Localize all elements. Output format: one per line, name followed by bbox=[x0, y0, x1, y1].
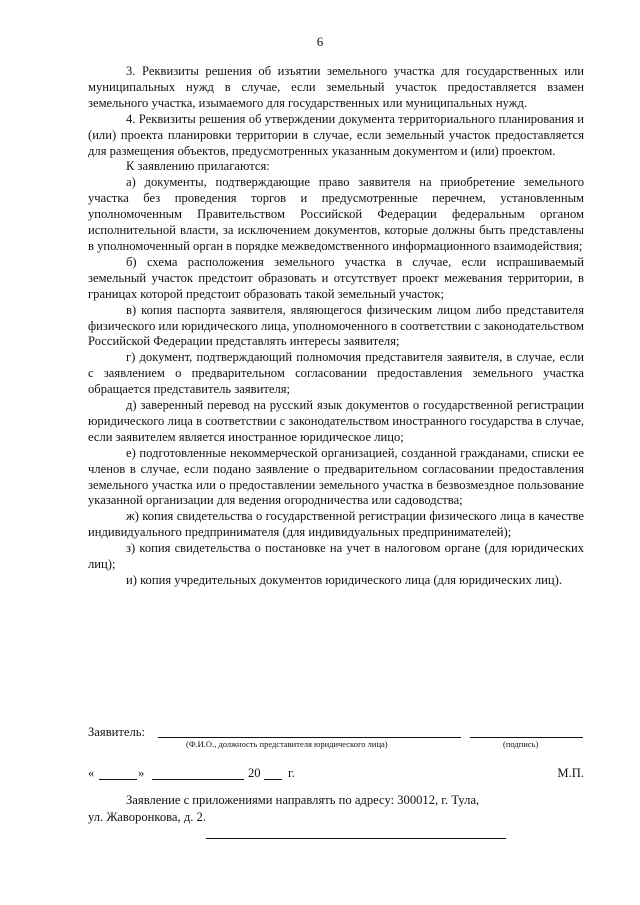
paragraph: е) подготовленные некоммерческой организацией, созданной гражданами, списки ее членов в случае, если подано заявление о предварительном согласовании предоставления земельного участка или о предоставлении земельного участка в безвозмездное пользование указанной организации для ведения огородничества или садоводства; bbox=[88, 445, 584, 508]
signature-caption: (подпись) bbox=[503, 739, 539, 749]
paragraph: б) схема расположения земельного участка в случае, если испрашиваемый земельный участок предстоит образовать и отсутствует проект межевания территории, в границах которой предстоит образовать такой земельный участок; bbox=[88, 254, 584, 301]
paragraph: а) документы, подтверждающие право заявителя на приобретение земельного участка без проведения торгов и предусмотренные перечнем, установленным уполномоченным Правительством Российской Федерации федеральным органом исполнительной власти, за исключением документов, которые должны быть представлены в уполномоченный орган в порядке межведомственного информационного взаимодействия; bbox=[88, 175, 584, 253]
document-body bbox=[88, 64, 584, 589]
paragraph: К заявлению прилагаются: bbox=[126, 159, 270, 174]
paragraph: д) заверенный перевод на русский язык документов о государственной регистрации юридического лица в соответствии с законодательством иностранного государства в случае, если заявителем является иностранное юридическое лицо; bbox=[88, 398, 584, 444]
paragraph: в) копия паспорта заявителя, являющегося физическим лицом либо представителя физического или юридического лица, уполномоченного в соответствии с законодательством Российской Федерации представлять интересы заявителя; bbox=[88, 302, 584, 349]
fio-caption: (Ф.И.О., должность представителя юридического лица) bbox=[186, 739, 388, 749]
paragraph: 4. Реквизиты решения об утверждении документа территориального планирования и (или) проекта планировки территории в случае, если земельный участок предоставляется для размещения объектов, предусмотренных указанным документом и (или) проектом. bbox=[88, 111, 584, 158]
paragraph: г) документ, подтверждающий полномочия представителя заявителя, в случае, если с заявлением о предварительном согласовании предоставления земельного участка обращается представитель заявителя; bbox=[88, 350, 584, 397]
stamp-place: М.П. bbox=[557, 766, 584, 780]
paragraph: и) копия учредительных документов юридического лица (для юридических лиц). bbox=[126, 573, 562, 587]
year-blank bbox=[264, 779, 282, 780]
signature-line bbox=[470, 737, 583, 738]
bottom-divider bbox=[206, 838, 506, 839]
fio-line bbox=[158, 737, 461, 738]
date-close-quote: » bbox=[138, 766, 145, 780]
page-number: 6 bbox=[316, 34, 324, 49]
address-block bbox=[88, 792, 584, 826]
year-prefix: 20 bbox=[248, 766, 261, 780]
date-open-quote: « bbox=[88, 766, 95, 780]
applicant-label: Заявитель: bbox=[88, 725, 145, 739]
paragraph: 3. Реквизиты решения об изъятии земельного участка для государственных или муниципальных нужд в случае, если земельный участок предоставляется взамен земельного участка, изымаемого для государственных или муниципальных нужд. bbox=[88, 64, 584, 110]
month-blank bbox=[152, 779, 244, 780]
address-line-2: ул. Жаворонкова, д. 2. bbox=[88, 810, 206, 824]
address-line-1: Заявление с приложениями направлять по адресу: 300012, г. Тула, bbox=[126, 793, 480, 807]
paragraph: з) копия свидетельства о постановке на учет в налоговом органе (для юридических лиц); bbox=[88, 541, 584, 572]
year-suffix: г. bbox=[288, 766, 295, 780]
day-blank bbox=[99, 779, 137, 780]
paragraph: ж) копия свидетельства о государственной регистрации физического лица в качестве индивидуального предпринимателя (для индивидуальных предпринимателей); bbox=[88, 509, 584, 540]
